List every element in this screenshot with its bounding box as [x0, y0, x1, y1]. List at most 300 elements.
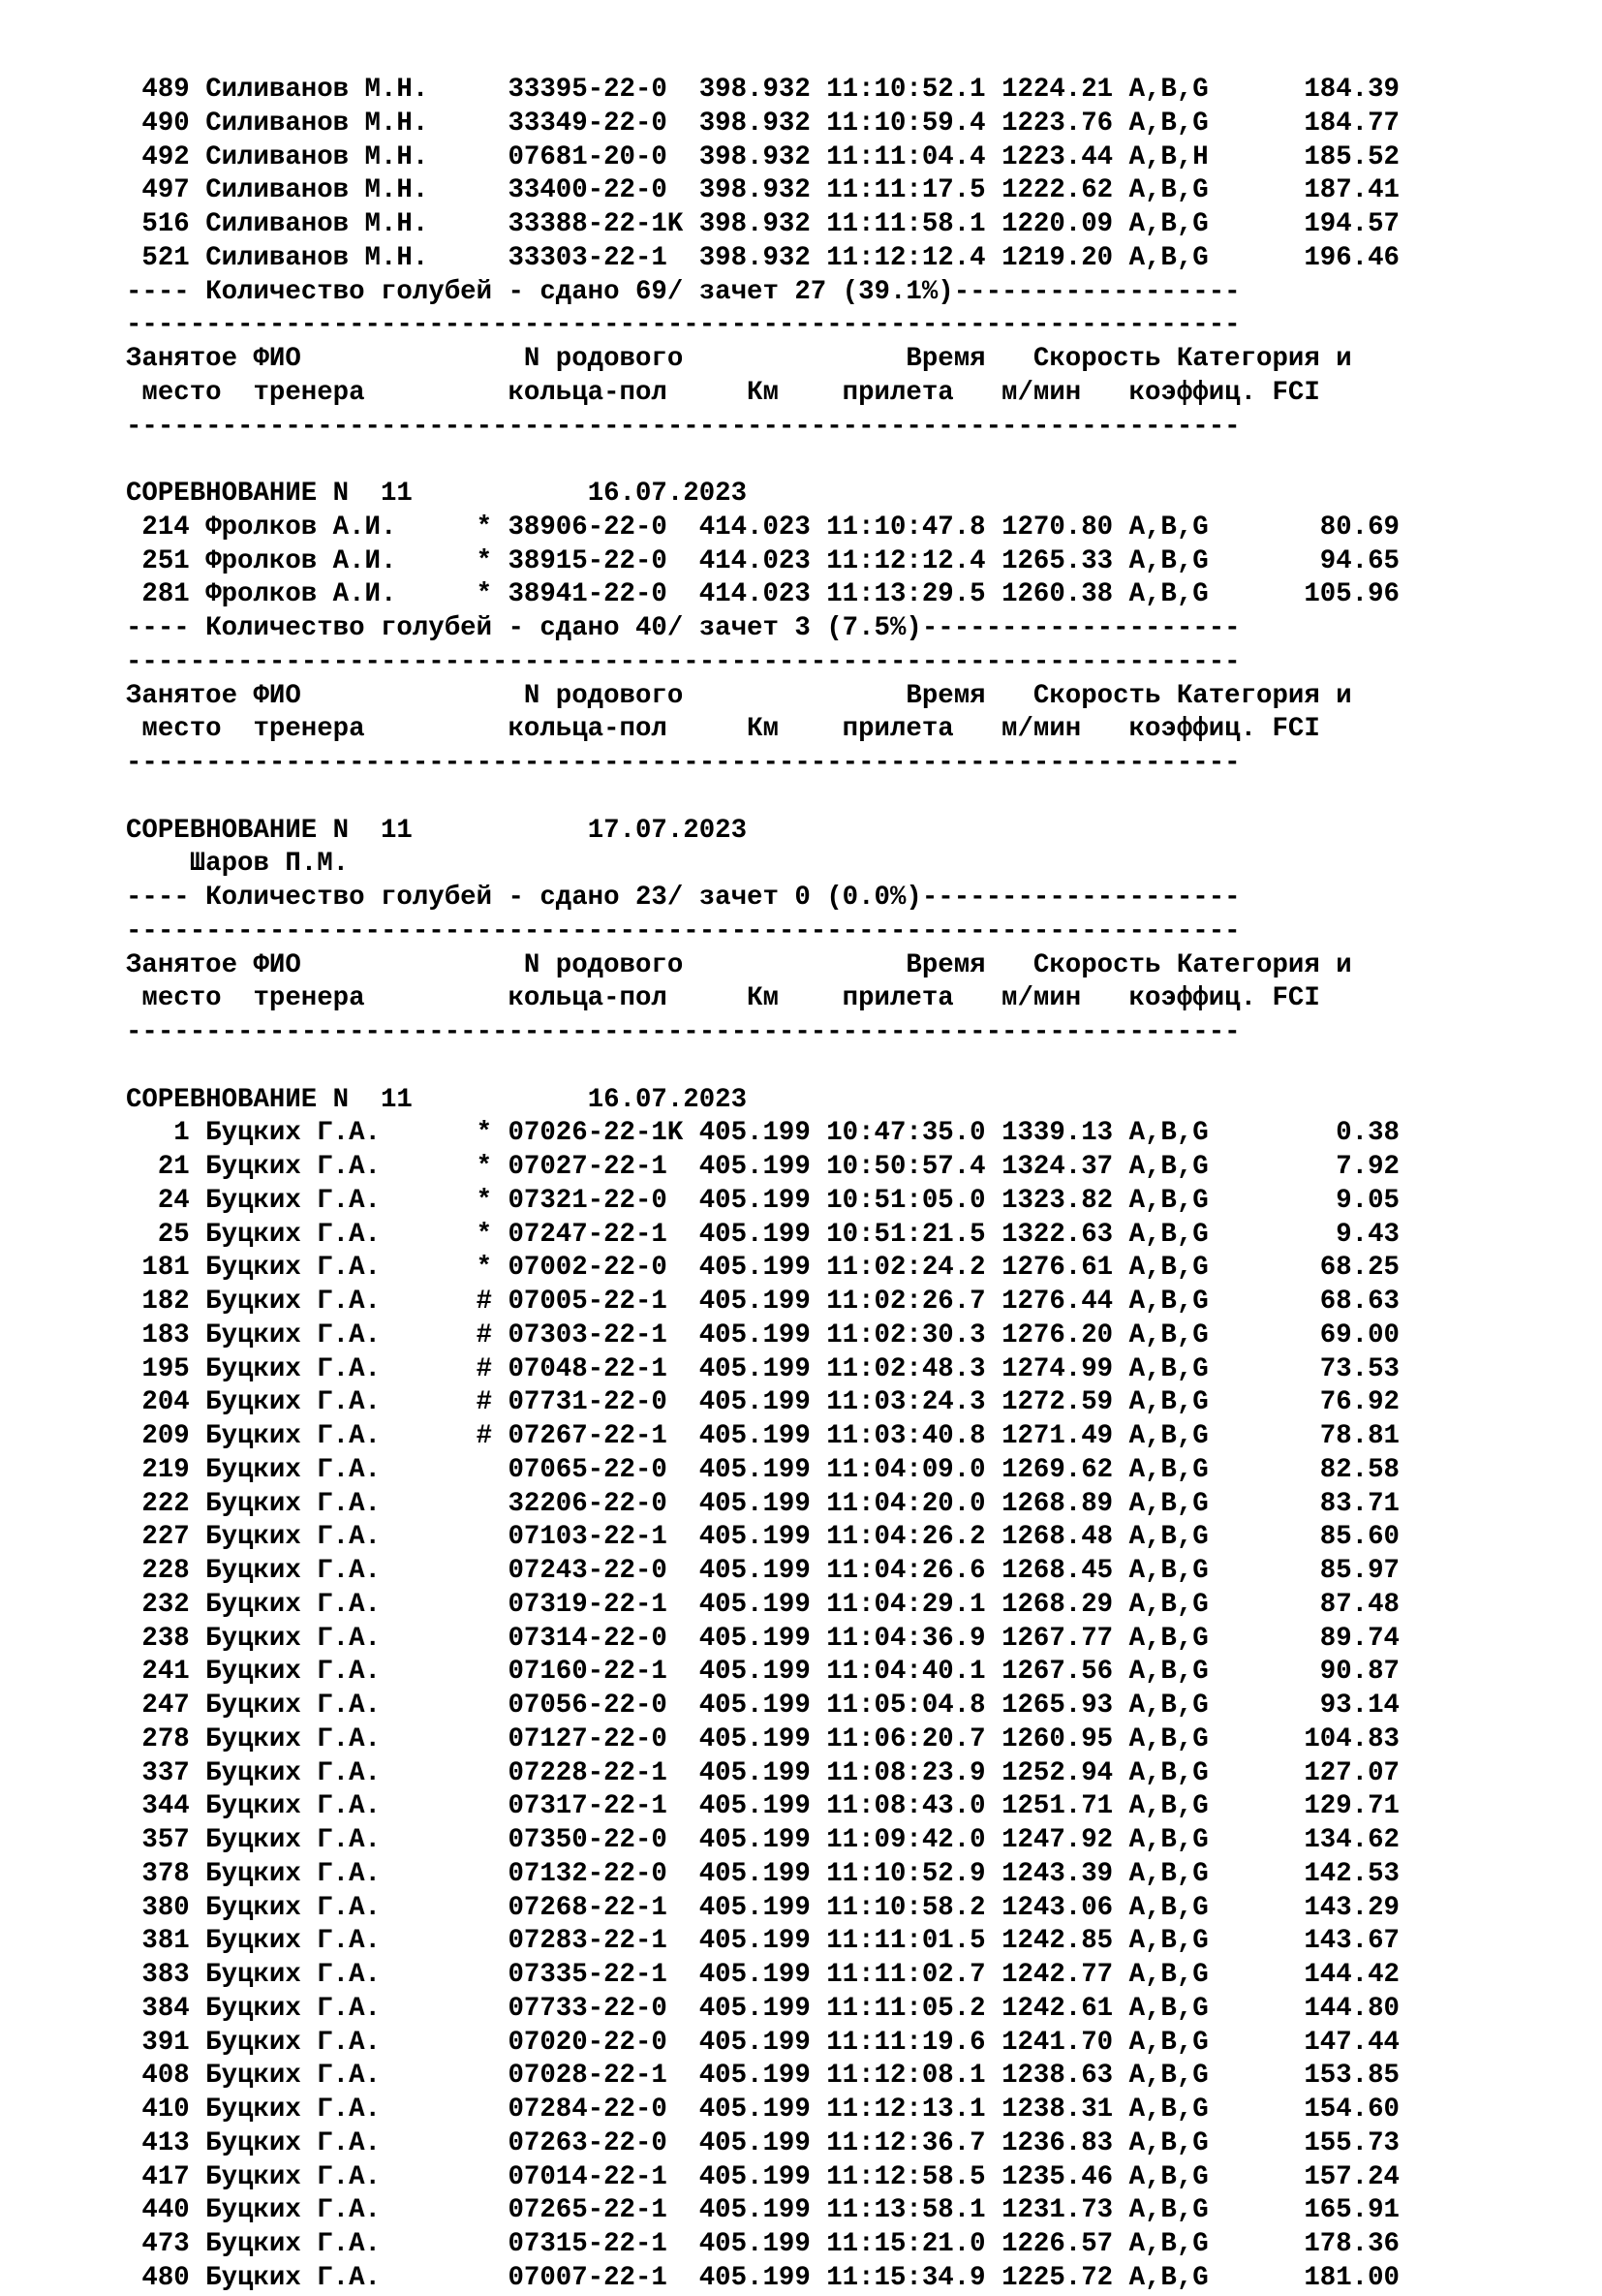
gap	[986, 1186, 1001, 1216]
gap	[190, 1489, 205, 1519]
arrival-time-cell: 11:11:17.5	[826, 175, 986, 206]
arrival-time-cell: 11:03:24.3	[826, 1387, 986, 1418]
trainer-name-cell: Буцких Г.А.	[205, 1185, 477, 1216]
gap	[1113, 1287, 1128, 1317]
mark-cell	[477, 2028, 508, 2058]
trainer-name-cell: Силиванов М.Н.	[205, 175, 477, 206]
category-cell: A,B,G	[1128, 2262, 1209, 2293]
place-cell: 357	[126, 1825, 190, 1855]
gap	[986, 142, 1001, 172]
fci-cell: 147.44	[1208, 2027, 1400, 2058]
trainer-name-cell: Буцких Г.А.	[205, 1589, 477, 1620]
place-cell: 228	[126, 1556, 190, 1586]
place-cell: 227	[126, 1522, 190, 1553]
ring-cell: 07048-22-1	[508, 1353, 699, 1384]
speed-cell: 1323.82	[1001, 1185, 1114, 1216]
table-row	[126, 1185, 1400, 1219]
gap	[811, 109, 826, 139]
gap	[1113, 1556, 1128, 1586]
table-row	[126, 2127, 1400, 2161]
place-cell: 381	[126, 1926, 190, 1957]
table-row	[126, 1151, 1400, 1185]
trainer-name-cell: Буцких Г.А.	[205, 2161, 477, 2192]
category-cell: A,B,G	[1128, 2195, 1209, 2226]
gap	[986, 1791, 1001, 1821]
trainer-name-cell: Силиванов М.Н.	[205, 108, 477, 139]
category-cell: A,B,G	[1128, 1287, 1209, 1317]
category-cell: A,B,G	[1128, 1623, 1209, 1654]
speed-cell: 1223.76	[1001, 108, 1114, 139]
trainer-name-cell: Буцких Г.А.	[205, 1488, 477, 1519]
km-cell: 405.199	[698, 1657, 811, 1688]
speed-cell: 1322.63	[1001, 1219, 1114, 1250]
ring-cell: 33349-22-0	[508, 108, 699, 139]
place-cell: 380	[126, 1892, 190, 1923]
mark-cell: *	[476, 579, 508, 610]
gap	[1113, 1186, 1128, 1216]
trainer-name-cell: Силиванов М.Н.	[205, 141, 477, 172]
mark-cell	[477, 175, 508, 205]
ring-cell: 07002-22-0	[508, 1253, 699, 1284]
gap	[811, 1387, 826, 1417]
arrival-time-cell: 11:12:12.4	[826, 545, 986, 576]
mark-cell	[477, 1994, 508, 2024]
speed-cell: 1274.99	[1001, 1353, 1114, 1384]
ring-cell: 07303-22-1	[508, 1319, 699, 1350]
gap	[811, 2162, 826, 2192]
arrival-time-cell: 10:51:05.0	[826, 1185, 986, 1216]
arrival-time-cell: 11:11:19.6	[826, 2027, 986, 2058]
fci-cell: 184.39	[1208, 75, 1400, 105]
gap	[190, 1724, 205, 1754]
gap	[190, 243, 205, 273]
ring-cell: 07160-22-1	[508, 1657, 699, 1688]
table-row	[126, 208, 1400, 242]
gap	[986, 1657, 1001, 1687]
fci-cell: 143.29	[1208, 1892, 1400, 1923]
trainer-name-cell: Буцких Г.А.	[205, 1353, 477, 1384]
category-cell: A,B,G	[1128, 1589, 1209, 1620]
arrival-time-cell: 11:15:34.9	[826, 2262, 986, 2293]
gap	[986, 1825, 1001, 1855]
ring-cell: 07350-22-0	[508, 1825, 699, 1855]
gap	[811, 175, 826, 205]
trainer-name-cell: Буцких Г.А.	[205, 1691, 477, 1721]
gap	[190, 1791, 205, 1821]
gap	[811, 1152, 826, 1182]
gap	[190, 2061, 205, 2091]
mark-cell	[477, 1859, 508, 1889]
gap	[190, 1994, 205, 2024]
trainer-name-cell: Буцких Г.А.	[205, 1387, 477, 1418]
ring-cell: 07335-22-1	[508, 1960, 699, 1990]
trainer-name-cell: Буцких Г.А.	[205, 1993, 477, 2024]
category-cell: A,B,G	[1128, 1421, 1209, 1451]
km-cell: 398.932	[698, 209, 811, 239]
gap	[986, 1387, 1001, 1417]
km-cell: 405.199	[698, 1623, 811, 1654]
speed-cell: 1222.62	[1001, 175, 1114, 206]
gap	[811, 1287, 826, 1317]
blank-line	[126, 1050, 1400, 1084]
gap	[1113, 175, 1128, 205]
table-row	[126, 1117, 1400, 1151]
speed-cell: 1276.20	[1001, 1319, 1114, 1350]
ring-cell: 07127-22-0	[508, 1723, 699, 1754]
ring-cell: 07243-22-0	[508, 1556, 699, 1586]
gap	[811, 1354, 826, 1384]
ring-cell: 07026-22-1K	[508, 1118, 699, 1149]
table-row	[126, 1454, 1400, 1488]
speed-cell: 1235.46	[1001, 2161, 1114, 2192]
fci-cell: 89.74	[1208, 1623, 1400, 1654]
gap	[190, 2162, 205, 2192]
speed-cell: 1219.20	[1001, 242, 1114, 273]
ring-cell: 07283-22-1	[508, 1926, 699, 1957]
gap	[986, 243, 1001, 273]
km-cell: 405.199	[698, 2161, 811, 2192]
gap	[986, 2028, 1001, 2058]
gap	[811, 209, 826, 239]
place-cell: 497	[126, 175, 190, 206]
place-cell: 473	[126, 2229, 190, 2259]
table-header-line-1: Занятое ФИО N родового Время Скорость Категория и	[126, 949, 1352, 980]
table-row	[126, 1993, 1400, 2027]
ring-cell: 07733-22-0	[508, 1993, 699, 2024]
category-cell: A,B,G	[1128, 1657, 1209, 1688]
fci-cell: 134.62	[1208, 1825, 1400, 1855]
ring-cell: 07263-22-0	[508, 2127, 699, 2158]
gap	[1113, 1118, 1128, 1148]
gap	[190, 1220, 205, 1250]
gap	[811, 1118, 826, 1148]
table-row	[126, 242, 1400, 276]
fci-cell: 93.14	[1208, 1691, 1400, 1721]
competition-date: 16.07.2023	[587, 1084, 748, 1115]
mark-cell	[477, 2263, 508, 2293]
fci-cell: 142.53	[1208, 1858, 1400, 1889]
km-cell: 414.023	[698, 579, 811, 610]
place-cell: 204	[126, 1387, 190, 1418]
arrival-time-cell: 11:04:40.1	[826, 1657, 986, 1688]
gap	[811, 2263, 826, 2293]
gap	[1113, 579, 1128, 609]
gap	[986, 1220, 1001, 1250]
speed-cell: 1242.61	[1001, 1993, 1114, 2024]
ring-cell: 07731-22-0	[508, 1387, 699, 1418]
arrival-time-cell: 11:11:01.5	[826, 1926, 986, 1957]
gap	[1113, 209, 1128, 239]
gap	[986, 1624, 1001, 1654]
competition-date: 16.07.2023	[587, 479, 748, 509]
mark-cell	[477, 1893, 508, 1923]
fci-cell: 104.83	[1208, 1723, 1400, 1754]
fci-cell: 196.46	[1208, 242, 1400, 273]
place-cell: 232	[126, 1589, 190, 1620]
arrival-time-cell: 11:04:26.6	[826, 1556, 986, 1586]
competition-header	[126, 815, 1400, 849]
table-row	[126, 578, 1400, 612]
category-cell: A,B,G	[1128, 1353, 1209, 1384]
gap	[190, 1455, 205, 1485]
category-cell: A,B,G	[1128, 1253, 1209, 1284]
arrival-time-cell: 11:06:20.7	[826, 1723, 986, 1754]
km-cell: 405.199	[698, 1723, 811, 1754]
place-cell: 281	[126, 579, 190, 610]
mark-cell	[477, 1489, 508, 1519]
mark-cell: *	[476, 1219, 508, 1250]
table-row	[126, 2194, 1400, 2228]
fci-cell: 154.60	[1208, 2094, 1400, 2125]
gap	[1113, 1994, 1128, 2024]
speed-cell: 1324.37	[1001, 1152, 1114, 1182]
gap	[986, 209, 1001, 239]
gap	[126, 849, 190, 879]
fci-cell: 129.71	[1208, 1791, 1400, 1822]
mark-cell	[477, 1724, 508, 1754]
speed-cell: 1238.31	[1001, 2094, 1114, 2125]
gap	[190, 2128, 205, 2158]
km-cell: 405.199	[698, 2127, 811, 2158]
speed-cell: 1267.77	[1001, 1623, 1114, 1654]
ring-cell: 07681-20-0	[508, 141, 699, 172]
arrival-time-cell: 11:10:52.9	[826, 1858, 986, 1889]
ring-cell: 07007-22-1	[508, 2262, 699, 2293]
km-cell: 405.199	[698, 1926, 811, 1957]
gap	[190, 1421, 205, 1451]
table-row	[126, 1690, 1400, 1723]
km-cell: 405.199	[698, 2094, 811, 2125]
gap	[986, 1556, 1001, 1586]
mark-cell: *	[476, 1253, 508, 1284]
category-cell: A,B,G	[1128, 1118, 1209, 1149]
table-row	[126, 1353, 1400, 1387]
gap	[986, 1287, 1001, 1317]
gap	[986, 75, 1001, 105]
speed-cell: 1243.06	[1001, 1892, 1114, 1923]
km-cell: 405.199	[698, 1287, 811, 1317]
table-header-line-2: место тренера кольца-пол Км прилета м/мин коэффиц. FCI	[126, 714, 1320, 745]
gap	[190, 75, 205, 105]
mark-cell: #	[476, 1353, 508, 1384]
gap	[1113, 1387, 1128, 1417]
km-cell: 405.199	[698, 2195, 811, 2226]
table-row	[126, 1925, 1400, 1959]
trainer-name-cell: Буцких Г.А.	[205, 1791, 477, 1822]
speed-cell: 1226.57	[1001, 2229, 1114, 2259]
gap	[190, 1624, 205, 1654]
ring-cell: 07314-22-0	[508, 1623, 699, 1654]
table-row	[126, 1656, 1400, 1690]
arrival-time-cell: 11:05:04.8	[826, 1691, 986, 1721]
fci-cell: 83.71	[1208, 1488, 1400, 1519]
speed-cell: 1268.89	[1001, 1488, 1114, 1519]
table-row	[126, 2094, 1400, 2127]
mark-cell: *	[476, 512, 508, 543]
gap	[986, 579, 1001, 609]
fci-cell: 181.00	[1208, 2262, 1400, 2293]
fci-cell: 9.05	[1208, 1185, 1400, 1216]
arrival-time-cell: 11:02:48.3	[826, 1353, 986, 1384]
gap	[1113, 2263, 1128, 2293]
km-cell: 405.199	[698, 1185, 811, 1216]
fci-cell: 184.77	[1208, 108, 1400, 139]
speed-cell: 1238.63	[1001, 2061, 1114, 2092]
ring-cell: 38906-22-0	[508, 512, 699, 543]
gap	[986, 1994, 1001, 2024]
gap	[190, 1758, 205, 1788]
gap	[811, 579, 826, 609]
gap	[986, 1893, 1001, 1923]
mark-cell	[477, 1522, 508, 1552]
table-row	[126, 1386, 1400, 1420]
gap	[986, 1354, 1001, 1384]
fci-cell: 127.07	[1208, 1757, 1400, 1788]
fci-cell: 85.97	[1208, 1556, 1400, 1586]
mark-cell	[477, 1455, 508, 1485]
km-cell: 405.199	[698, 1858, 811, 1889]
arrival-time-cell: 11:02:24.2	[826, 1253, 986, 1284]
gap	[190, 1387, 205, 1417]
ring-cell: 07027-22-1	[508, 1152, 699, 1182]
ring-cell: 07005-22-1	[508, 1287, 699, 1317]
gap	[986, 1320, 1001, 1350]
gap	[811, 1489, 826, 1519]
ring-cell: 07028-22-1	[508, 2061, 699, 2092]
gap	[190, 2094, 205, 2125]
gap	[986, 2263, 1001, 2293]
gap	[190, 175, 205, 205]
mark-cell: *	[476, 1185, 508, 1216]
gap	[811, 1859, 826, 1889]
km-cell: 398.932	[698, 141, 811, 172]
ring-cell: 07284-22-0	[508, 2094, 699, 2125]
category-cell: A,B,G	[1128, 108, 1209, 139]
fci-cell: 82.58	[1208, 1454, 1400, 1485]
place-cell: 378	[126, 1858, 190, 1889]
table-row	[126, 108, 1400, 141]
trainer-name-cell: Буцких Г.А.	[205, 1118, 477, 1149]
gap	[1113, 1152, 1128, 1182]
speed-cell: 1252.94	[1001, 1757, 1114, 1788]
speed-cell: 1270.80	[1001, 512, 1114, 543]
speed-cell: 1224.21	[1001, 75, 1114, 105]
ring-cell: 33303-22-1	[508, 242, 699, 273]
speed-cell: 1272.59	[1001, 1387, 1114, 1418]
km-cell: 405.199	[698, 1421, 811, 1451]
ring-cell: 07267-22-1	[508, 1421, 699, 1451]
trainer-name-cell: Буцких Г.А.	[205, 1623, 477, 1654]
ring-cell: 07056-22-0	[508, 1691, 699, 1721]
gap	[986, 1455, 1001, 1485]
competition-label: СОРЕВНОВАНИЕ N 11	[126, 479, 588, 509]
arrival-time-cell: 11:11:58.1	[826, 209, 986, 239]
gap	[1113, 109, 1128, 139]
speed-cell: 1251.71	[1001, 1791, 1114, 1822]
trainer-name-cell: Буцких Г.А.	[205, 1219, 477, 1250]
km-cell: 405.199	[698, 2229, 811, 2259]
place-cell: 21	[126, 1152, 190, 1182]
arrival-time-cell: 11:12:13.1	[826, 2094, 986, 2125]
table-row	[126, 2060, 1400, 2094]
gap	[190, 1354, 205, 1384]
km-cell: 398.932	[698, 108, 811, 139]
gap	[1113, 243, 1128, 273]
fci-cell: 105.96	[1208, 579, 1400, 610]
place-cell: 521	[126, 242, 190, 273]
ring-cell: 38915-22-0	[508, 545, 699, 576]
trainer-name-cell: Буцких Г.А.	[205, 2094, 477, 2125]
speed-cell: 1268.29	[1001, 1589, 1114, 1620]
fci-cell: 80.69	[1208, 512, 1400, 543]
trainer-name-cell: Буцких Г.А.	[205, 1556, 477, 1586]
trainer-name-cell: Силиванов М.Н.	[205, 242, 477, 273]
km-cell: 405.199	[698, 1152, 811, 1182]
ring-cell: 07103-22-1	[508, 1522, 699, 1553]
place-cell: 24	[126, 1185, 190, 1216]
gap	[811, 1791, 826, 1821]
arrival-time-cell: 11:04:26.2	[826, 1522, 986, 1553]
fci-cell: 178.36	[1208, 2229, 1400, 2259]
place-cell: 489	[126, 75, 190, 105]
fci-cell: 94.65	[1208, 545, 1400, 576]
trainer-name-cell: Фролков А.И.	[205, 545, 477, 576]
category-cell: A,B,G	[1128, 1926, 1209, 1957]
gap	[811, 1691, 826, 1721]
km-cell: 405.199	[698, 1319, 811, 1350]
gap	[811, 1186, 826, 1216]
gap	[811, 512, 826, 543]
fci-cell: 187.41	[1208, 175, 1400, 206]
gap	[1113, 2128, 1128, 2158]
trainer-name-cell: Буцких Г.А.	[205, 1253, 477, 1284]
gap	[1113, 1522, 1128, 1552]
ring-cell: 07132-22-0	[508, 1858, 699, 1889]
trainer-name-cell: Буцких Г.А.	[205, 1825, 477, 1855]
speed-cell: 1339.13	[1001, 1118, 1114, 1149]
table-row	[126, 1723, 1400, 1757]
gap	[1113, 1421, 1128, 1451]
gap	[1113, 1220, 1128, 1250]
mark-cell	[477, 1657, 508, 1687]
mark-cell	[477, 209, 508, 239]
gap	[1113, 1590, 1128, 1620]
mark-cell	[477, 1590, 508, 1620]
place-cell: 384	[126, 1993, 190, 2024]
speed-cell: 1265.93	[1001, 1691, 1114, 1721]
gap	[811, 2061, 826, 2091]
gap	[190, 142, 205, 172]
arrival-time-cell: 10:47:35.0	[826, 1118, 986, 1149]
arrival-time-cell: 11:04:09.0	[826, 1454, 986, 1485]
table-row	[126, 1488, 1400, 1522]
gap	[811, 2195, 826, 2225]
ring-cell: 33395-22-0	[508, 75, 699, 105]
km-cell: 405.199	[698, 1454, 811, 1485]
summary-line: ---- Количество голубей - сдано 23/ зачет 0 (0.0%)--------------------	[126, 883, 1241, 913]
mark-cell	[477, 1960, 508, 1990]
gap	[190, 1253, 205, 1283]
arrival-time-cell: 11:10:59.4	[826, 108, 986, 139]
mark-cell	[477, 2128, 508, 2158]
gap	[986, 1118, 1001, 1148]
gap	[986, 2195, 1001, 2225]
gap	[190, 1186, 205, 1216]
fci-cell: 144.42	[1208, 1960, 1400, 1990]
gap	[986, 1522, 1001, 1552]
gap	[811, 1590, 826, 1620]
gap	[811, 75, 826, 105]
